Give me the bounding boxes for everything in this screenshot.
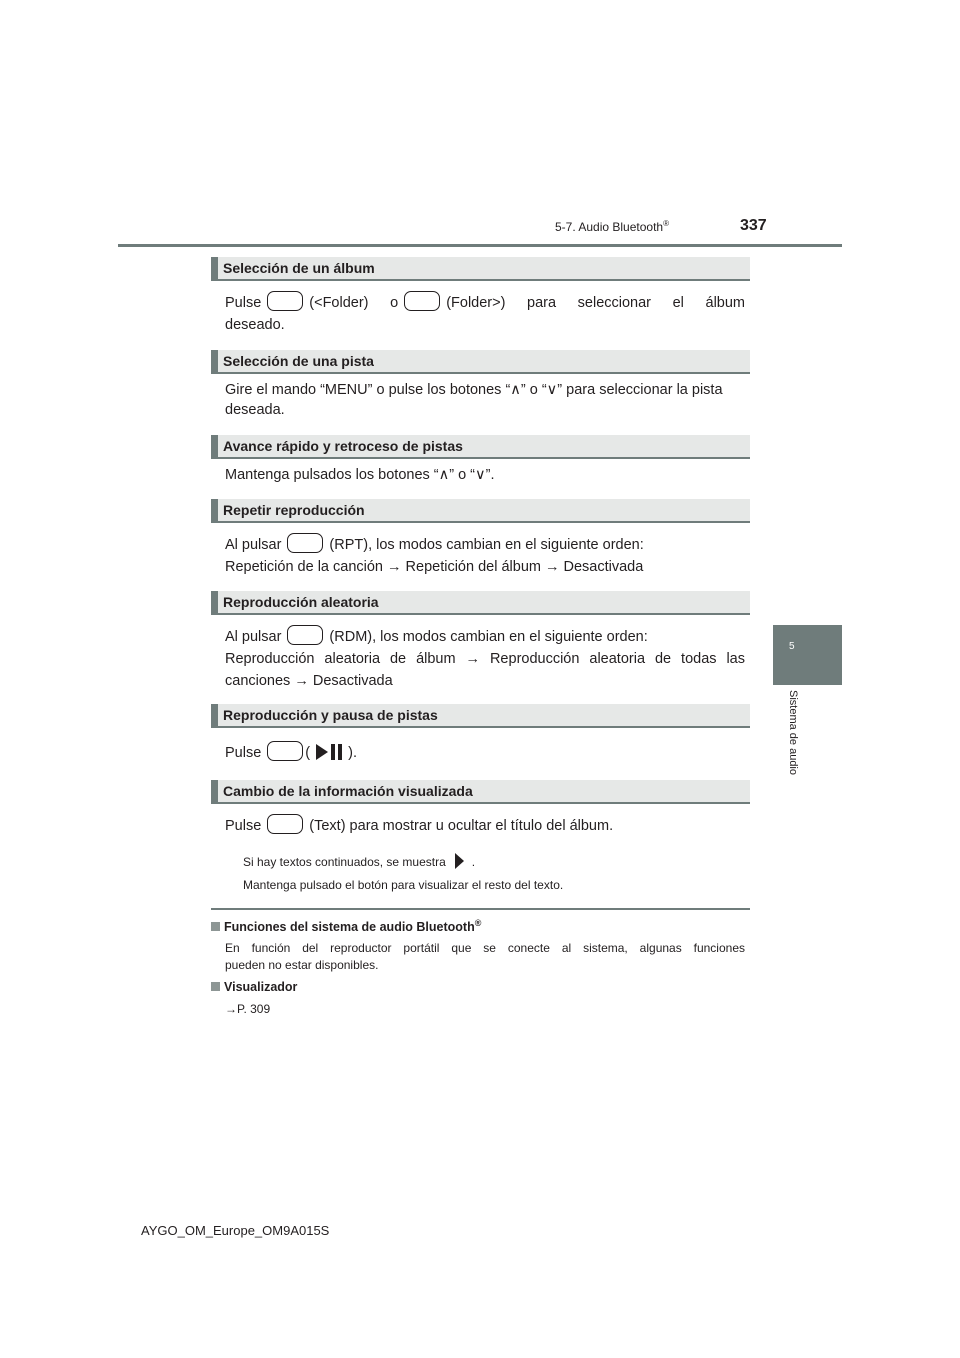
button-outline-icon xyxy=(267,814,303,834)
chapter-label: Sistema de audio xyxy=(787,690,799,775)
header-rule xyxy=(118,244,842,247)
album-instruction-line2: deseado. xyxy=(225,317,285,333)
note-functions-line2: pueden no estar disponibles. xyxy=(225,958,379,972)
repeat-instruction-line2: Repetición de la canción → Repetición del álbum → Desactivada xyxy=(225,559,644,575)
random-instruction-line1: Al pulsar (RDM), los modos cambian en el siguiente orden: xyxy=(225,625,745,649)
chapter-number: 5 xyxy=(789,641,795,652)
section-breadcrumb: 5-7. Audio Bluetooth® xyxy=(555,219,669,234)
scroll-arrow-icon xyxy=(450,851,468,874)
button-outline-icon xyxy=(287,533,323,553)
button-outline-icon xyxy=(267,291,303,311)
button-outline-icon xyxy=(267,741,303,761)
document-id: AYGO_OM_Europe_OM9A015S xyxy=(141,1223,330,1238)
chapter-tab xyxy=(773,625,842,685)
section-heading-display-info: Cambio de la información visualizada xyxy=(211,780,750,804)
note-functions-line1: En función del reproductor portátil que se conecte al sistema, algunas funciones xyxy=(225,941,745,955)
album-instruction-line1: Pulse (<Folder) o (Folder>) para seleccionar el álbum xyxy=(225,291,745,315)
page-number: 337 xyxy=(740,217,767,234)
section-heading-repeat: Repetir reproducción xyxy=(211,499,750,523)
track-instruction-line1: Gire el mando “MENU” o pulse los botones “∧” o “∨” para seleccionar la pista xyxy=(225,382,723,398)
display-info-note2: Mantenga pulsado el botón para visualizar el resto del texto. xyxy=(243,878,564,892)
note-display-reference[interactable]: →P. 309 xyxy=(225,1002,271,1016)
section-heading-album: Selección de un álbum xyxy=(211,257,750,281)
play-pause-icon xyxy=(314,742,344,770)
track-instruction-line2: deseada. xyxy=(225,402,285,418)
square-bullet-icon xyxy=(211,982,220,991)
section-heading-random: Reproducción aleatoria xyxy=(211,591,750,615)
section-heading-track: Selección de una pista xyxy=(211,350,750,374)
display-info-instruction: Pulse (Text) para mostrar u ocultar el título del álbum. xyxy=(225,814,745,838)
play-pause-instruction: Pulse ( ). xyxy=(225,741,745,770)
random-instruction-line2: Reproducción aleatoria de álbum → Reproducción aleatoria de todas las xyxy=(225,651,745,667)
display-info-note1: Si hay textos continuados, se muestra . xyxy=(243,851,475,874)
section-heading-seek: Avance rápido y retroceso de pistas xyxy=(211,435,750,459)
button-outline-icon xyxy=(404,291,440,311)
random-instruction-line3: canciones → Desactivada xyxy=(225,673,393,689)
square-bullet-icon xyxy=(211,922,220,931)
seek-instruction: Mantenga pulsados los botones “∧” o “∨”. xyxy=(225,467,495,483)
button-outline-icon xyxy=(287,625,323,645)
repeat-instruction-line1: Al pulsar (RPT), los modos cambian en el siguiente orden: xyxy=(225,533,745,557)
note-heading-functions: Funciones del sistema de audio Bluetooth® xyxy=(211,918,481,934)
notes-separator xyxy=(211,908,750,910)
note-heading-display: Visualizador xyxy=(211,980,297,994)
section-heading-play-pause: Reproducción y pausa de pistas xyxy=(211,704,750,728)
